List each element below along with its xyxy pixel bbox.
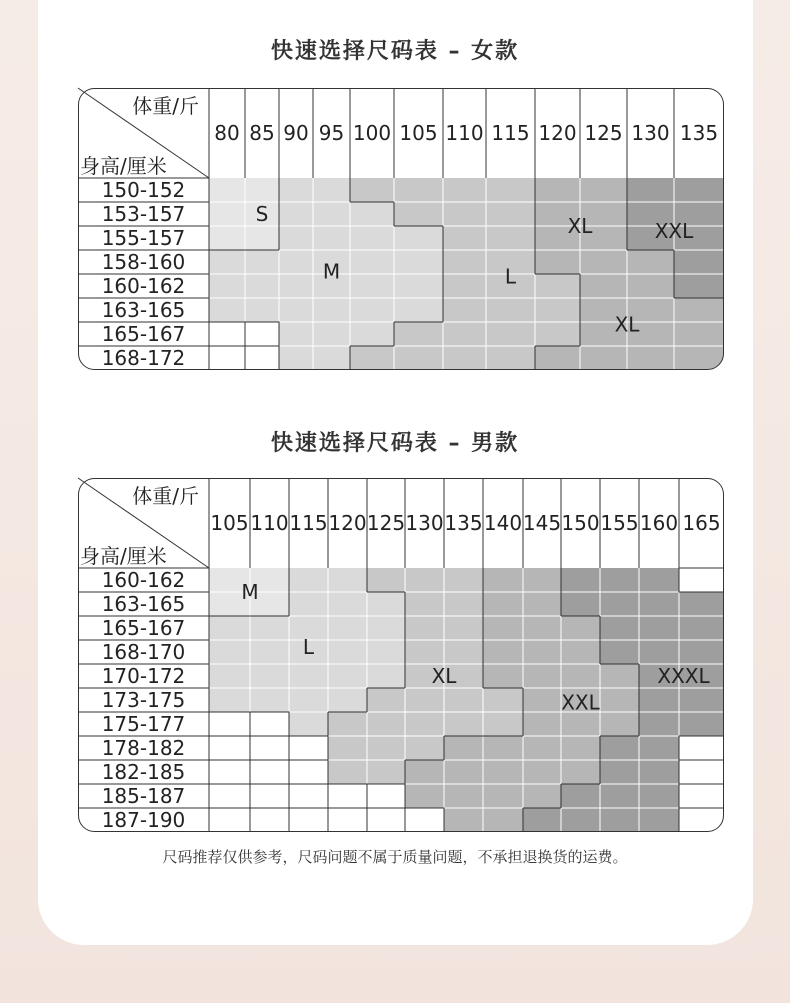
size-cell (600, 640, 639, 664)
size-cell (328, 784, 367, 808)
size-cell (367, 664, 405, 688)
size-cell (483, 760, 523, 784)
size-cell (209, 226, 245, 250)
female-size-chart (78, 88, 724, 370)
size-cell (483, 712, 523, 736)
size-cell (367, 616, 405, 640)
height-row-label: 160-162 (101, 568, 186, 592)
size-cell (523, 760, 561, 784)
size-cell (580, 346, 627, 370)
height-row-label: 185-187 (101, 784, 186, 808)
weight-header: 115 (491, 121, 530, 145)
size-cell (245, 298, 279, 322)
size-cell (483, 640, 523, 664)
size-cell (350, 298, 394, 322)
size-cell (483, 784, 523, 808)
female-size-chart-title: 快速选择尺码表 – 女款 (270, 39, 520, 64)
size-cell (674, 250, 724, 274)
size-cell (639, 712, 679, 736)
weight-header: 155 (600, 511, 639, 535)
height-row-label: 175-177 (101, 712, 186, 736)
size-cell (483, 664, 523, 688)
size-label: XXXL (657, 664, 710, 688)
height-row-label: 170-172 (101, 664, 186, 688)
size-cell (674, 322, 724, 346)
size-cell (443, 226, 486, 250)
size-cell (328, 760, 367, 784)
size-cell (443, 322, 486, 346)
size-cell (313, 322, 350, 346)
height-axis-label: 身高/厘米 (80, 544, 167, 568)
size-cell (367, 712, 405, 736)
size-cell (523, 712, 561, 736)
size-cell (580, 274, 627, 298)
size-cell (405, 736, 444, 760)
size-cell (523, 664, 561, 688)
size-cell (209, 688, 250, 712)
size-cell (245, 178, 279, 202)
size-cell (486, 202, 535, 226)
size-cell (486, 178, 535, 202)
size-cell (405, 688, 444, 712)
size-cell (209, 298, 245, 322)
size-cell (289, 760, 328, 784)
size-cell (209, 808, 250, 832)
size-cell (486, 298, 535, 322)
size-cell (328, 736, 367, 760)
size-cell (443, 298, 486, 322)
size-cell (209, 712, 250, 736)
size-cell (405, 784, 444, 808)
size-cell (289, 712, 328, 736)
size-cell (209, 274, 245, 298)
height-row-label: 155-157 (101, 226, 186, 250)
size-cell (279, 298, 313, 322)
size-cell (443, 346, 486, 370)
size-cell (328, 688, 367, 712)
height-row-label: 187-190 (101, 808, 186, 832)
size-cell (279, 178, 313, 202)
weight-header: 160 (639, 511, 679, 535)
size-cell (639, 640, 679, 664)
weight-header: 105 (210, 511, 249, 535)
size-cell (209, 784, 250, 808)
size-cell (405, 640, 444, 664)
weight-header: 85 (249, 121, 275, 145)
size-cell (245, 322, 279, 346)
size-cell (486, 346, 535, 370)
size-cell (639, 688, 679, 712)
size-cell (405, 616, 444, 640)
weight-header: 125 (584, 121, 623, 145)
size-cell (350, 274, 394, 298)
height-row-label: 165-167 (101, 322, 186, 346)
size-cell (394, 298, 443, 322)
size-cell (394, 202, 443, 226)
size-label: L (302, 635, 315, 660)
size-cell (444, 592, 483, 616)
size-cell (561, 784, 600, 808)
weight-header: 110 (250, 511, 289, 535)
size-cell (561, 568, 600, 592)
size-cell (313, 226, 350, 250)
size-cell (209, 346, 245, 370)
size-cell (639, 784, 679, 808)
weight-header: 100 (352, 121, 392, 145)
height-row-label: 182-185 (101, 760, 186, 784)
size-label: XL (431, 664, 457, 688)
size-cell (367, 784, 405, 808)
size-cell (289, 568, 328, 592)
size-cell (444, 808, 483, 832)
size-cell (279, 274, 313, 298)
size-cell (250, 736, 289, 760)
size-cell (535, 274, 580, 298)
size-cell (444, 784, 483, 808)
male-size-chart-title: 快速选择尺码表 – 男款 (270, 431, 520, 456)
size-label: XL (567, 214, 593, 238)
size-cell (328, 808, 367, 832)
size-cell (250, 808, 289, 832)
size-cell (279, 346, 313, 370)
size-cell (561, 736, 600, 760)
size-cell (679, 616, 724, 640)
weight-header: 105 (399, 121, 438, 145)
size-cell (600, 784, 639, 808)
weight-header: 130 (631, 121, 670, 145)
size-cell (600, 736, 639, 760)
height-row-label: 163-165 (101, 298, 186, 322)
size-cell (444, 736, 483, 760)
weight-axis-label: 体重/斤 (132, 94, 199, 118)
size-cell (523, 592, 561, 616)
size-cell (523, 808, 561, 832)
size-cell (580, 250, 627, 274)
height-row-label: 168-172 (101, 346, 186, 370)
weight-header: 130 (405, 511, 444, 535)
weight-header: 150 (561, 511, 600, 535)
size-cell (679, 688, 724, 712)
size-cell (367, 568, 405, 592)
size-cell (674, 178, 724, 202)
size-cell (639, 808, 679, 832)
height-row-label: 165-167 (101, 616, 186, 640)
weight-header: 95 (318, 121, 345, 145)
height-axis-label: 身高/厘米 (80, 154, 167, 178)
size-cell (313, 178, 350, 202)
size-cell (600, 808, 639, 832)
size-cell (535, 346, 580, 370)
size-cell (209, 640, 250, 664)
male-chart-svg (78, 478, 724, 832)
size-cell (561, 592, 600, 616)
height-row-label: 163-165 (101, 592, 186, 616)
size-cell (483, 808, 523, 832)
size-cell (405, 568, 444, 592)
size-cell (328, 592, 367, 616)
size-cell (405, 760, 444, 784)
size-cell (523, 784, 561, 808)
size-cell (600, 688, 639, 712)
size-cell (600, 568, 639, 592)
height-row-label: 173-175 (101, 688, 186, 712)
size-cell (279, 226, 313, 250)
size-cell (328, 664, 367, 688)
size-cell (523, 568, 561, 592)
size-cell (209, 760, 250, 784)
size-cell (679, 760, 724, 784)
height-row-label: 150-152 (101, 178, 186, 202)
size-cell (627, 346, 674, 370)
size-cell (328, 568, 367, 592)
size-cell (350, 202, 394, 226)
size-cell (600, 592, 639, 616)
size-cell (523, 736, 561, 760)
weight-header: 120 (328, 511, 367, 535)
size-cell (444, 568, 483, 592)
size-cell (289, 808, 328, 832)
weight-header: 80 (214, 121, 240, 145)
size-cell (639, 760, 679, 784)
size-cell (209, 202, 245, 226)
size-cell (328, 712, 367, 736)
height-row-label: 160-162 (101, 274, 186, 298)
size-cell (561, 760, 600, 784)
size-cell (367, 592, 405, 616)
size-cell (600, 664, 639, 688)
size-cell (444, 640, 483, 664)
size-cell (535, 298, 580, 322)
size-cell (279, 202, 313, 226)
weight-header: 125 (366, 511, 406, 535)
size-cell (328, 616, 367, 640)
size-cell (279, 250, 313, 274)
size-cell (209, 178, 245, 202)
female-chart-svg (78, 88, 724, 370)
size-cell (561, 712, 600, 736)
size-cell (405, 712, 444, 736)
weight-header: 145 (522, 511, 562, 535)
size-cell (313, 346, 350, 370)
size-cell (486, 226, 535, 250)
size-cell (535, 178, 580, 202)
size-cell (679, 640, 724, 664)
size-cell (394, 322, 443, 346)
male-size-chart (78, 478, 724, 832)
size-cell (627, 250, 674, 274)
size-cell (483, 592, 523, 616)
size-label: L (504, 264, 517, 289)
height-row-label: 158-160 (101, 250, 186, 274)
size-cell (561, 808, 600, 832)
size-cell (523, 688, 561, 712)
weight-header: 110 (445, 121, 484, 145)
weight-header: 135 (444, 511, 483, 535)
height-row-label: 168-170 (101, 640, 186, 664)
size-cell (289, 592, 328, 616)
size-cell (209, 616, 250, 640)
size-cell (367, 688, 405, 712)
size-cell (209, 250, 245, 274)
size-cell (245, 226, 279, 250)
size-cell (561, 664, 600, 688)
size-cell (523, 640, 561, 664)
size-cell (627, 274, 674, 298)
size-cell (639, 592, 679, 616)
size-cell (405, 592, 444, 616)
size-cell (444, 688, 483, 712)
size-cell (523, 616, 561, 640)
size-cell (289, 664, 328, 688)
size-cell (535, 250, 580, 274)
size-cell (443, 178, 486, 202)
size-cell (394, 226, 443, 250)
size-cell (443, 202, 486, 226)
size-cell (679, 568, 724, 592)
size-cell (394, 274, 443, 298)
height-row-label: 178-182 (101, 736, 186, 760)
size-cell (250, 640, 289, 664)
size-cell (483, 568, 523, 592)
size-cell (679, 784, 724, 808)
size-cell (394, 250, 443, 274)
size-label: S (255, 202, 269, 226)
weight-header: 115 (289, 511, 328, 535)
size-label: XXL (561, 690, 600, 715)
size-cell (679, 712, 724, 736)
size-cell (367, 640, 405, 664)
size-disclaimer: 尺码推荐仅供参考，尺码问题不属于质量问题，不承担退换货的运费。 (162, 848, 628, 866)
size-cell (367, 808, 405, 832)
size-label: XXL (654, 218, 694, 243)
size-cell (444, 712, 483, 736)
size-cell (245, 274, 279, 298)
size-cell (639, 616, 679, 640)
size-cell (350, 178, 394, 202)
size-cell (679, 592, 724, 616)
size-cell (209, 736, 250, 760)
size-cell (561, 640, 600, 664)
size-cell (443, 274, 486, 298)
size-cell (600, 712, 639, 736)
size-label: M (241, 580, 259, 604)
size-cell (350, 322, 394, 346)
size-cell (535, 322, 580, 346)
size-cell (639, 568, 679, 592)
weight-header: 165 (682, 511, 721, 535)
size-cell (483, 736, 523, 760)
size-label: XL (614, 312, 640, 337)
size-cell (209, 664, 250, 688)
size-cell (289, 784, 328, 808)
size-cell (367, 760, 405, 784)
size-cell (250, 688, 289, 712)
size-cell (328, 640, 367, 664)
size-cell (209, 322, 245, 346)
weight-header: 120 (538, 121, 577, 145)
size-cell (444, 760, 483, 784)
size-cell (444, 616, 483, 640)
size-cell (367, 736, 405, 760)
size-cell (394, 346, 443, 370)
size-cell (350, 346, 394, 370)
height-row-label: 153-157 (101, 202, 186, 226)
size-cell (674, 298, 724, 322)
size-cell (679, 736, 724, 760)
size-cell (313, 202, 350, 226)
size-cell (394, 178, 443, 202)
size-cell (674, 274, 724, 298)
weight-header: 135 (679, 121, 719, 145)
size-cell (250, 616, 289, 640)
size-cell (250, 664, 289, 688)
size-cell (600, 760, 639, 784)
size-cell (486, 322, 535, 346)
size-cell (250, 712, 289, 736)
size-cell (639, 736, 679, 760)
size-label: M (322, 259, 341, 284)
size-cell (350, 250, 394, 274)
size-cell (289, 736, 328, 760)
weight-header: 90 (283, 121, 309, 145)
size-cell (483, 688, 523, 712)
size-cell (245, 250, 279, 274)
size-cell (561, 616, 600, 640)
size-cell (289, 688, 328, 712)
size-cell (483, 616, 523, 640)
size-cell (580, 178, 627, 202)
size-cell (405, 808, 444, 832)
size-cell (600, 616, 639, 640)
size-cell (245, 346, 279, 370)
size-cell (627, 178, 674, 202)
size-cell (250, 760, 289, 784)
size-cell (443, 250, 486, 274)
weight-header: 140 (483, 511, 523, 535)
size-cell (250, 784, 289, 808)
size-cell (350, 226, 394, 250)
size-cell (279, 322, 313, 346)
size-cell (313, 298, 350, 322)
weight-axis-label: 体重/斤 (132, 484, 199, 508)
